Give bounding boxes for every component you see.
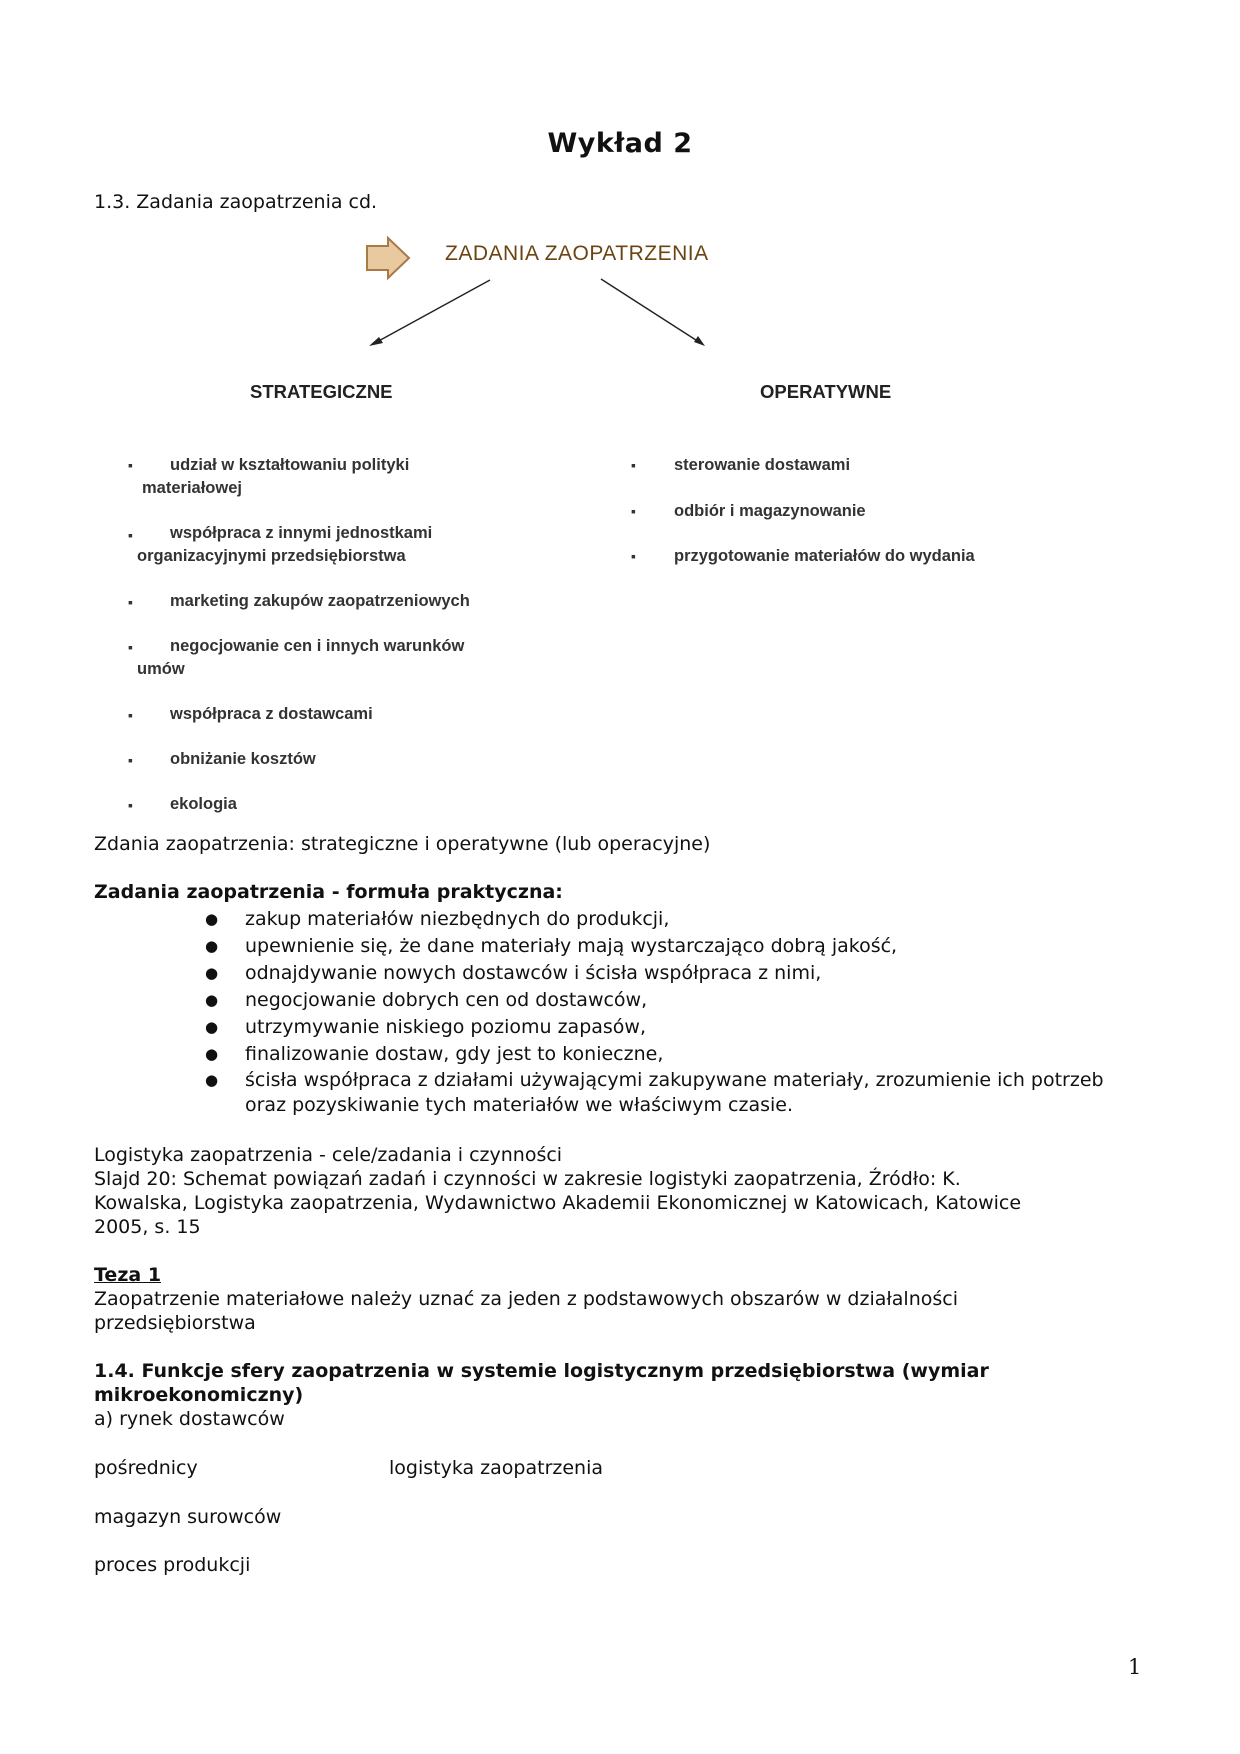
list-item: ● zakup materiałów niezbędnych do produkcji, (205, 906, 1105, 933)
operative-item: przygotowanie materiałów do wydania (674, 547, 975, 565)
teza-line-2: przedsiębiorstwa (94, 1312, 256, 1334)
magazyn-surowcow: magazyn surowców (94, 1506, 282, 1528)
strategic-item: współpraca z innymi jednostkami (170, 524, 433, 542)
strategic-item: marketing zakupów zaopatrzeniowych (170, 592, 470, 610)
practical-heading: Zadania zaopatrzenia - formuła praktyczna: (94, 881, 563, 903)
logistyka-line-4: 2005, s. 15 (94, 1216, 201, 1238)
operative-item: sterowanie dostawami (674, 456, 851, 474)
section-1-4-heading-1: 1.4. Funkcje sfery zaopatrzenia w systemie logistycznym przedsiębiorstwa (wymiar (94, 1360, 989, 1382)
strategic-item-cont: organizacyjnymi przedsiębiorstwa (137, 547, 406, 565)
bullet-icon: ▪ (128, 457, 133, 473)
list-item: ● ścisła współpraca z działami używającymi zakupywane materiały, zrozumienie ich potrzeb oraz pozyskiwanie tych materiałów we właściwym czasie. (205, 1068, 1105, 1118)
diagram (0, 0, 1240, 830)
bullet-icon: ▪ (128, 797, 133, 813)
strategic-item: negocjowanie cen i innych warunków (170, 637, 465, 655)
strategic-title: STRATEGICZNE (250, 381, 393, 402)
practical-list (205, 906, 1105, 1118)
bullet-icon: ▪ (128, 594, 133, 610)
page-number: 1 (1128, 1655, 1142, 1679)
strategic-item-cont: umów (137, 660, 185, 678)
bullet-icon: ▪ (128, 639, 133, 655)
bullet-icon: ▪ (128, 707, 133, 723)
logistyka-line-1: Logistyka zaopatrzenia - cele/zadania i czynności (94, 1144, 563, 1166)
bullet-icon: ▪ (631, 457, 636, 473)
strategic-item: obniżanie kosztów (170, 750, 316, 768)
strategic-item-cont: materiałowej (142, 479, 242, 497)
section-1-4-heading-2: mikroekonomiczny) (94, 1384, 304, 1406)
diagram-header: ZADANIA ZAOPATRZENIA (445, 242, 709, 265)
posrednicy: pośrednicy (94, 1457, 198, 1479)
list-item: ● utrzymywanie niskiego poziomu zapasów, (205, 1014, 1105, 1041)
teza-heading: Teza 1 (94, 1264, 162, 1286)
strategic-item: ekologia (170, 795, 237, 813)
page-title: Wykład 2 (547, 128, 693, 159)
strategic-item: współpraca z dostawcami (170, 705, 373, 723)
operative-item: odbiór i magazynowanie (674, 502, 866, 520)
bullet-icon: ▪ (128, 527, 133, 543)
operative-title: OPERATYWNE (760, 381, 892, 402)
bullet-icon: ▪ (631, 548, 636, 564)
bullet-icon: ▪ (631, 503, 636, 519)
list-item: ● odnajdywanie nowych dostawców i ścisła współpraca z nimi, (205, 960, 1105, 987)
logistyka-line-3: Kowalska, Logistyka zaopatrzenia, Wydawnictwo Akademii Ekonomicznej w Katowicach, Katowice (94, 1192, 1022, 1214)
list-item: ● upewnienie się, że dane materiały mają wystarczająco dobrą jakość, (205, 933, 1105, 960)
logistyka-line-2: Slajd 20: Schemat powiązań zadań i czynności w zakresie logistyki zaopatrzenia, Źródło: K. (94, 1168, 961, 1190)
arrow-left-down (369, 280, 490, 346)
rynek-dostawcow: a) rynek dostawców (94, 1408, 285, 1430)
zdania-line: Zdania zaopatrzenia: strategiczne i operatywne (lub operacyjne) (94, 833, 711, 855)
proces-produkcji: proces produkcji (94, 1554, 251, 1576)
logistyka-zaopatrzenia: logistyka zaopatrzenia (389, 1457, 604, 1479)
arrow-right-down (601, 279, 705, 346)
list-item: ● finalizowanie dostaw, gdy jest to konieczne, (205, 1041, 1105, 1068)
bullet-icon: ▪ (128, 752, 133, 768)
strategic-item: udział w kształtowaniu polityki (170, 456, 410, 474)
list-item: ● negocjowanie dobrych cen od dostawców, (205, 987, 1105, 1014)
teza-line-1: Zaopatrzenie materiałowe należy uznać za jeden z podstawowych obszarów w działalności (94, 1288, 958, 1310)
section-1-3-heading: 1.3. Zadania zaopatrzenia cd. (94, 191, 378, 213)
hollow-right-arrow-icon (367, 238, 409, 278)
